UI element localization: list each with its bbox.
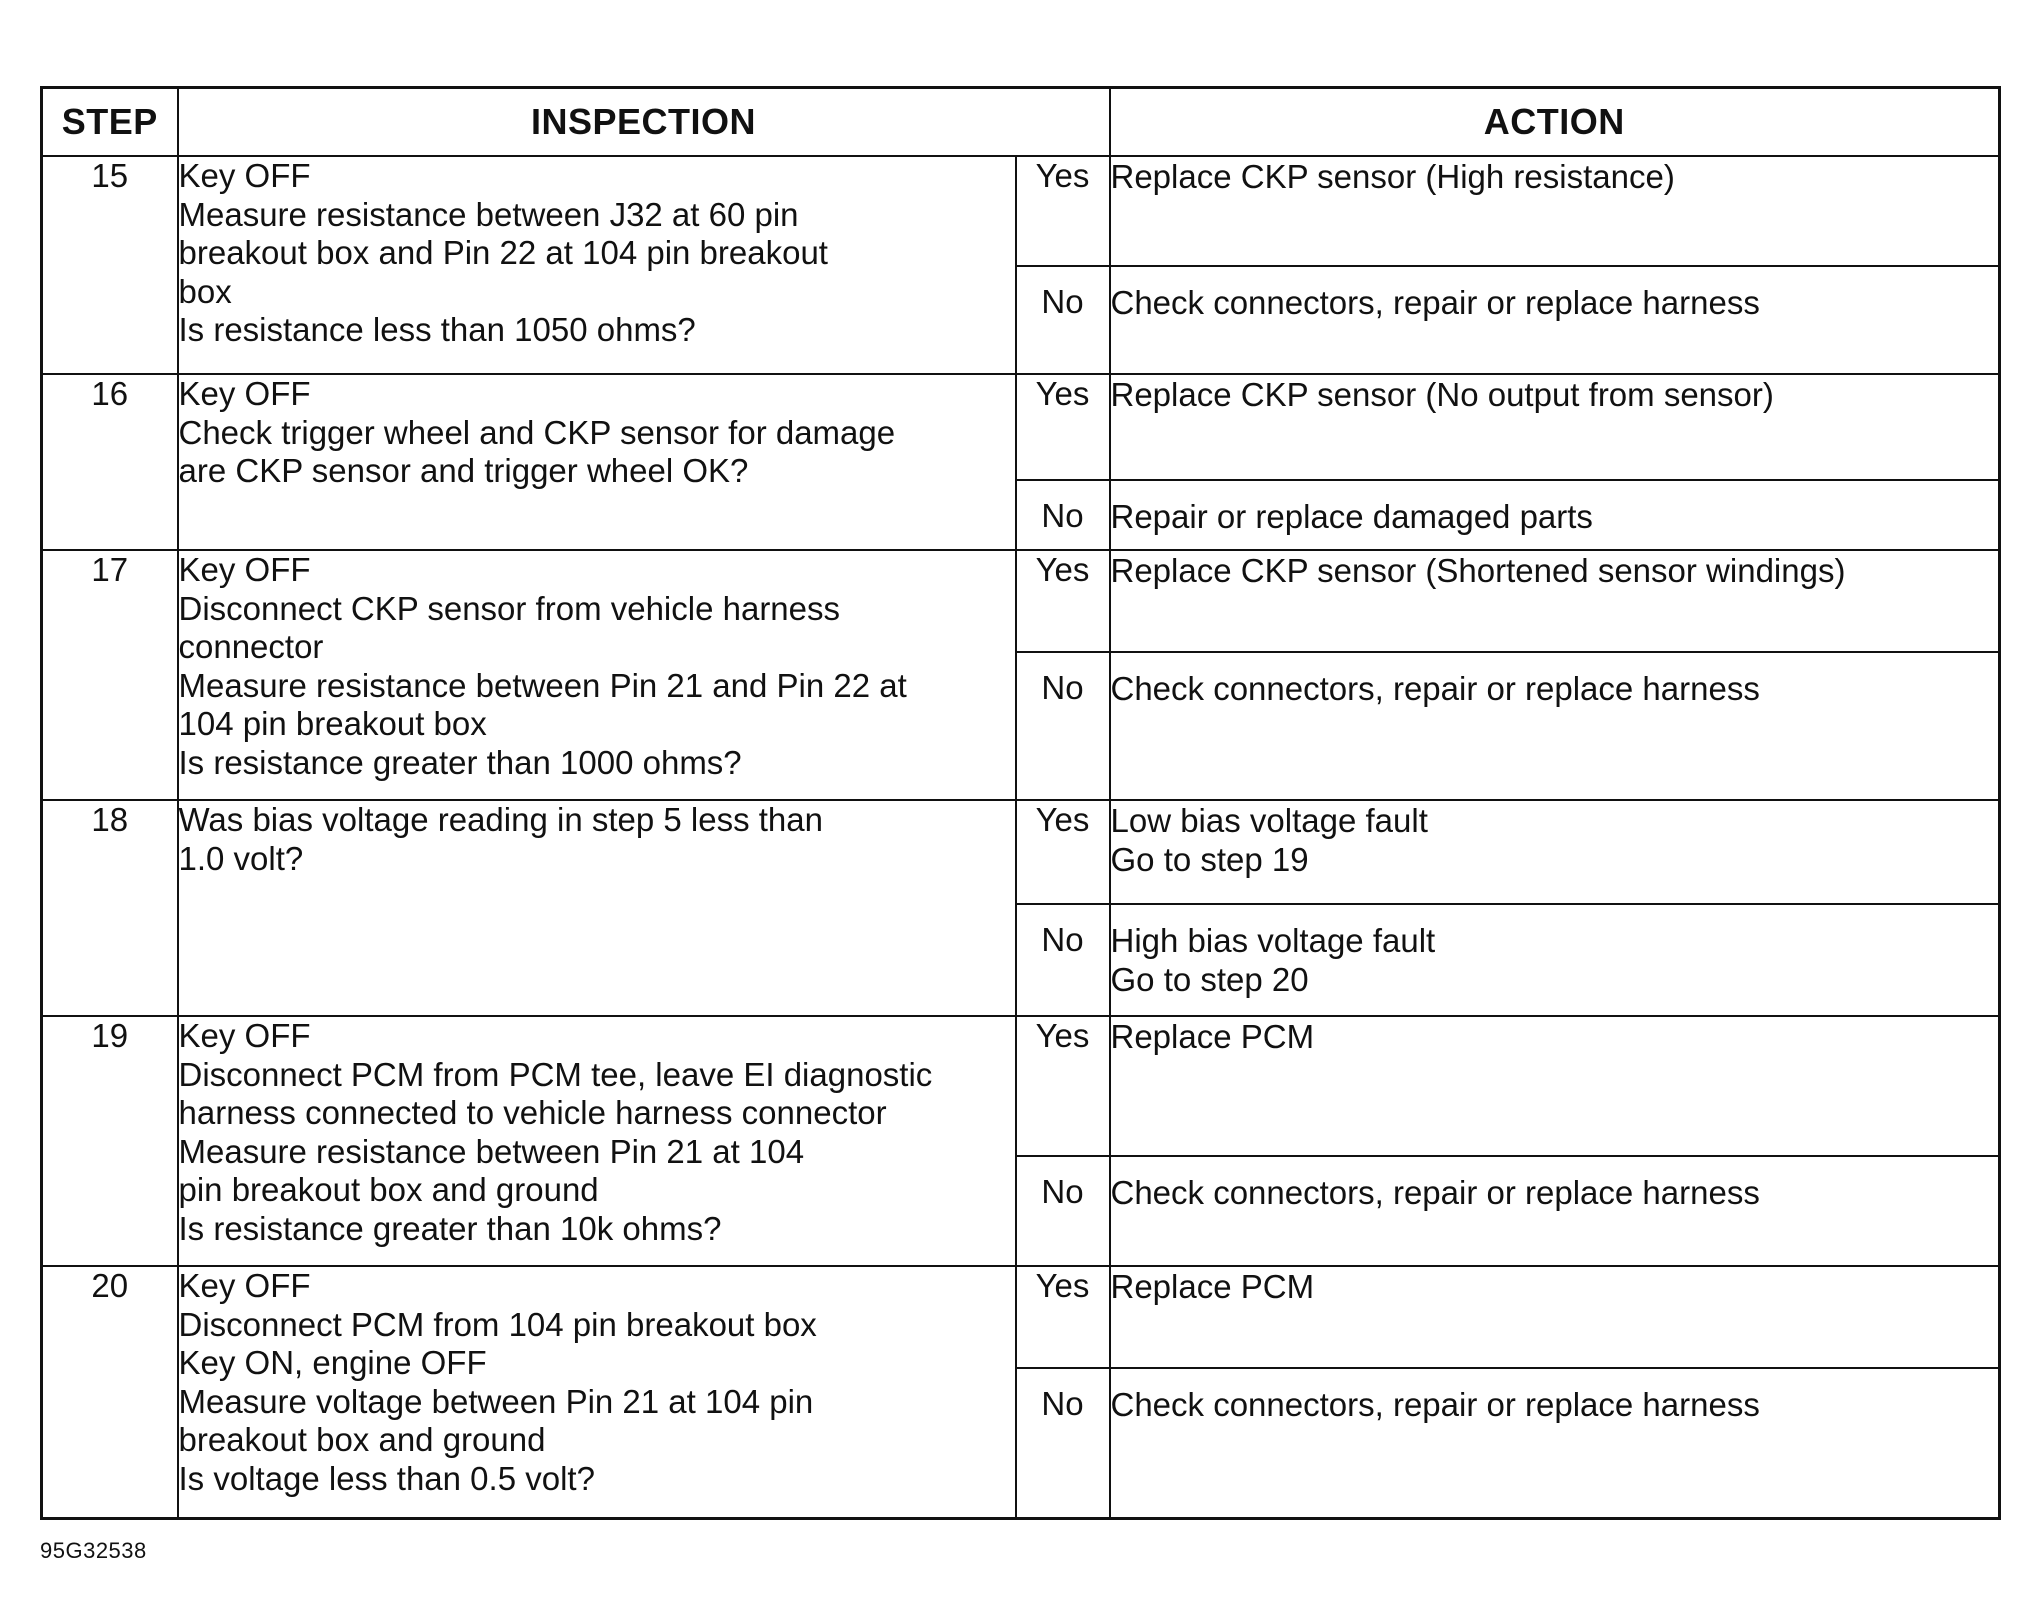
inspection-line: harness connected to vehicle harness connector: [178, 1094, 887, 1131]
step-number: 15: [42, 156, 178, 374]
inspection-line: Disconnect PCM from 104 pin breakout box: [178, 1305, 817, 1343]
inspection-line: are CKP sensor and trigger wheel OK?: [178, 452, 749, 489]
inspection-line: 1.0 volt?: [178, 839, 304, 877]
yes-label: Yes: [1016, 800, 1110, 904]
inspection-line: pin breakout box and ground: [178, 1171, 599, 1208]
figure-code: 95G32538: [40, 1538, 147, 1563]
action-line: Repair or replace damaged parts: [1110, 498, 1593, 535]
no-label: No: [1016, 904, 1110, 1016]
action-line: Go to step 20: [1110, 961, 1309, 998]
no-action: [1110, 480, 2000, 550]
inspection-line: Key ON, engine OFF: [178, 1344, 487, 1381]
step-row-yes: [42, 374, 2000, 480]
yes-label: Yes: [1016, 550, 1110, 652]
inspection-line: Was bias voltage reading in step 5 less than: [178, 801, 823, 838]
diagnostic-table: [40, 86, 2001, 1520]
inspection-line: Is resistance greater than 10k ohms?: [178, 1209, 722, 1247]
yes-label: Yes: [1016, 1266, 1110, 1368]
table-body: [42, 156, 2000, 1518]
step-row-yes: [42, 1016, 2000, 1156]
inspection-line: Disconnect PCM from PCM tee, leave EI diagnostic: [178, 1055, 933, 1093]
inspection-line: breakout box and ground: [178, 1421, 546, 1458]
no-action: [1110, 904, 2000, 1016]
action-line: Low bias voltage fault: [1110, 802, 1428, 839]
inspection-line: Check trigger wheel and CKP sensor for damage: [178, 413, 896, 451]
inspection-text: [178, 800, 1016, 1016]
inspection-line: Key OFF: [178, 1267, 311, 1304]
no-action: [1110, 266, 2000, 374]
step-number: 19: [42, 1016, 178, 1266]
action-line: Replace CKP sensor (Shortened sensor windings): [1110, 552, 1846, 589]
inspection-line: Measure resistance between Pin 21 and Pin 22 at: [178, 666, 907, 704]
step-number: 20: [42, 1266, 178, 1518]
yes-action: [1110, 374, 2000, 480]
yes-label: Yes: [1016, 374, 1110, 480]
action-line: Check connectors, repair or replace harness: [1110, 670, 1760, 707]
inspection-line: 104 pin breakout box: [178, 705, 487, 742]
inspection-text: [178, 156, 1016, 374]
inspection-text: [178, 550, 1016, 800]
action-line: Check connectors, repair or replace harness: [1110, 1174, 1760, 1211]
step-row-yes: [42, 550, 2000, 652]
header-inspection: INSPECTION: [178, 88, 1110, 157]
action-line: Replace PCM: [1110, 1018, 1315, 1055]
inspection-line: box: [178, 272, 232, 310]
inspection-line: Key OFF: [178, 157, 311, 194]
yes-action: [1110, 1266, 2000, 1368]
diagnostic-table-container: [40, 86, 1998, 1520]
inspection-text: [178, 1016, 1016, 1266]
yes-action: [1110, 550, 2000, 652]
inspection-line: breakout box and Pin 22 at 104 pin breakout: [178, 234, 828, 271]
step-number: 17: [42, 550, 178, 800]
inspection-line: Key OFF: [178, 375, 311, 412]
inspection-line: Disconnect CKP sensor from vehicle harness: [178, 589, 841, 627]
step-row-yes: [42, 156, 2000, 266]
action-line: Replace CKP sensor (High resistance): [1110, 158, 1675, 195]
no-label: No: [1016, 652, 1110, 800]
action-line: Go to step 19: [1110, 841, 1309, 878]
inspection-text: [178, 374, 1016, 550]
inspection-line: Is voltage less than 0.5 volt?: [178, 1459, 595, 1497]
inspection-text: [178, 1266, 1016, 1518]
inspection-line: Key OFF: [178, 551, 311, 588]
action-line: High bias voltage fault: [1110, 922, 1436, 959]
no-label: No: [1016, 1156, 1110, 1266]
yes-action: [1110, 800, 2000, 904]
no-action: [1110, 652, 2000, 800]
header-step: STEP: [42, 88, 178, 157]
no-action: [1110, 1368, 2000, 1518]
yes-action: [1110, 1016, 2000, 1156]
header-action: ACTION: [1110, 88, 2000, 157]
inspection-line: Measure resistance between J32 at 60 pin: [178, 195, 799, 233]
action-line: Check connectors, repair or replace harness: [1110, 1386, 1760, 1423]
inspection-line: connector: [178, 628, 324, 665]
header-row: [42, 88, 2000, 157]
no-label: No: [1016, 1368, 1110, 1518]
step-number: 16: [42, 374, 178, 550]
inspection-line: Is resistance greater than 1000 ohms?: [178, 743, 742, 781]
inspection-line: Is resistance less than 1050 ohms?: [178, 311, 696, 348]
step-row-yes: [42, 800, 2000, 904]
action-line: Check connectors, repair or replace harness: [1110, 284, 1760, 321]
yes-action: [1110, 156, 2000, 266]
no-label: No: [1016, 266, 1110, 374]
inspection-line: Measure resistance between Pin 21 at 104: [178, 1132, 805, 1170]
inspection-line: Measure voltage between Pin 21 at 104 pin: [178, 1382, 814, 1420]
inspection-line: Key OFF: [178, 1017, 311, 1054]
yes-label: Yes: [1016, 1016, 1110, 1156]
action-line: Replace CKP sensor (No output from sensor): [1110, 376, 1774, 413]
no-action: [1110, 1156, 2000, 1266]
step-row-yes: [42, 1266, 2000, 1368]
step-number: 18: [42, 800, 178, 1016]
no-label: No: [1016, 480, 1110, 550]
yes-label: Yes: [1016, 156, 1110, 266]
action-line: Replace PCM: [1110, 1268, 1315, 1305]
